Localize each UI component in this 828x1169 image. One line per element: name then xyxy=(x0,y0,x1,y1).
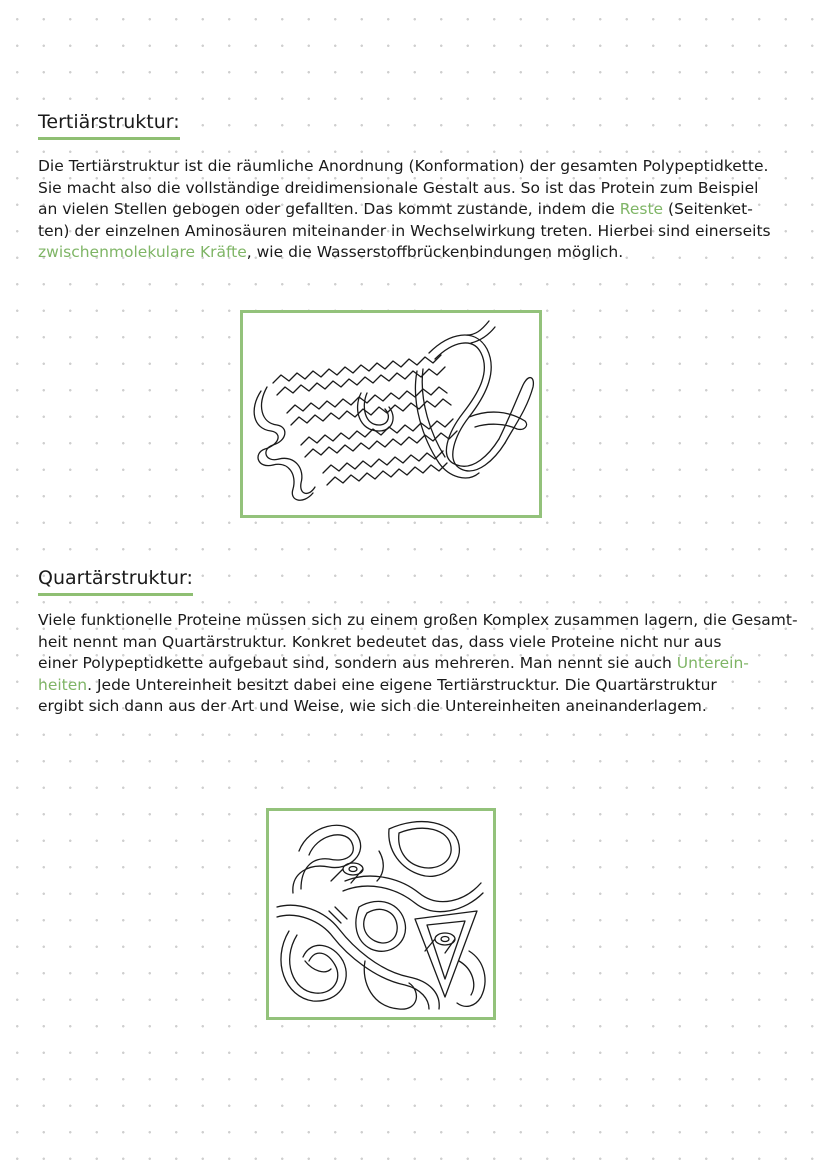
text-line: an vielen Stellen gebogen oder gefallten. Das kommt zustande, indem die Reste (Seitenket- xyxy=(38,200,753,218)
tertiary-paragraph xyxy=(38,156,798,264)
highlight-zwischenmolekulare-kraefte: zwischenmolekulare Kräfte xyxy=(38,243,247,261)
text-line: Sie macht also die vollständige dreidimensionale Gestalt aus. So ist das Protein zum Beispiel xyxy=(38,178,759,197)
quaternary-illustration-frame xyxy=(266,808,496,1020)
text-line: heiten. Jede Untereinheit besitzt dabei eine eigene Tertiärstrucktur. Die Quartärstruktur xyxy=(38,675,717,694)
text-line: einer Polypeptidkette aufgebaut sind, sondern aus mehreren. Man nennt sie auch Unterein- xyxy=(38,654,749,672)
quaternary-heading: Quartärstruktur: xyxy=(38,566,193,596)
text-line: zwischenmolekulare Kräfte, wie die Wasserstoffbrückenbindungen möglich. xyxy=(38,243,624,261)
text-line: heit nennt man Quartärstruktur. Konkret bedeutet das, dass viele Proteine nicht nur aus xyxy=(38,632,722,651)
quaternary-paragraph xyxy=(38,610,798,718)
highlight-untereinheiten-part2: heiten xyxy=(38,675,88,694)
highlight-reste: Reste xyxy=(619,200,664,218)
text-line: ergibt sich dann aus der Art und Weise, wie sich die Untereinheiten aneinanderlagem. xyxy=(38,697,707,715)
tertiary-protein-ribbon-icon xyxy=(243,313,539,515)
tertiary-illustration-frame xyxy=(240,310,542,518)
text-line: Viele funktionelle Proteine müssen sich zu einem großen Komplex zusammen lagern, die Gesamt- xyxy=(38,611,798,629)
tertiary-heading: Tertiärstruktur: xyxy=(38,110,180,140)
text-line: ten) der einzelnen Aminosäuren miteinander in Wechselwirkung treten. Hierbei sind einerseits xyxy=(38,221,771,240)
text-line: Die Tertiärstruktur ist die räumliche Anordnung (Konformation) der gesamten Polypeptidkette. xyxy=(38,157,769,175)
quaternary-protein-complex-icon xyxy=(269,811,493,1017)
highlight-untereinheiten-part1: Unterein- xyxy=(676,654,749,672)
